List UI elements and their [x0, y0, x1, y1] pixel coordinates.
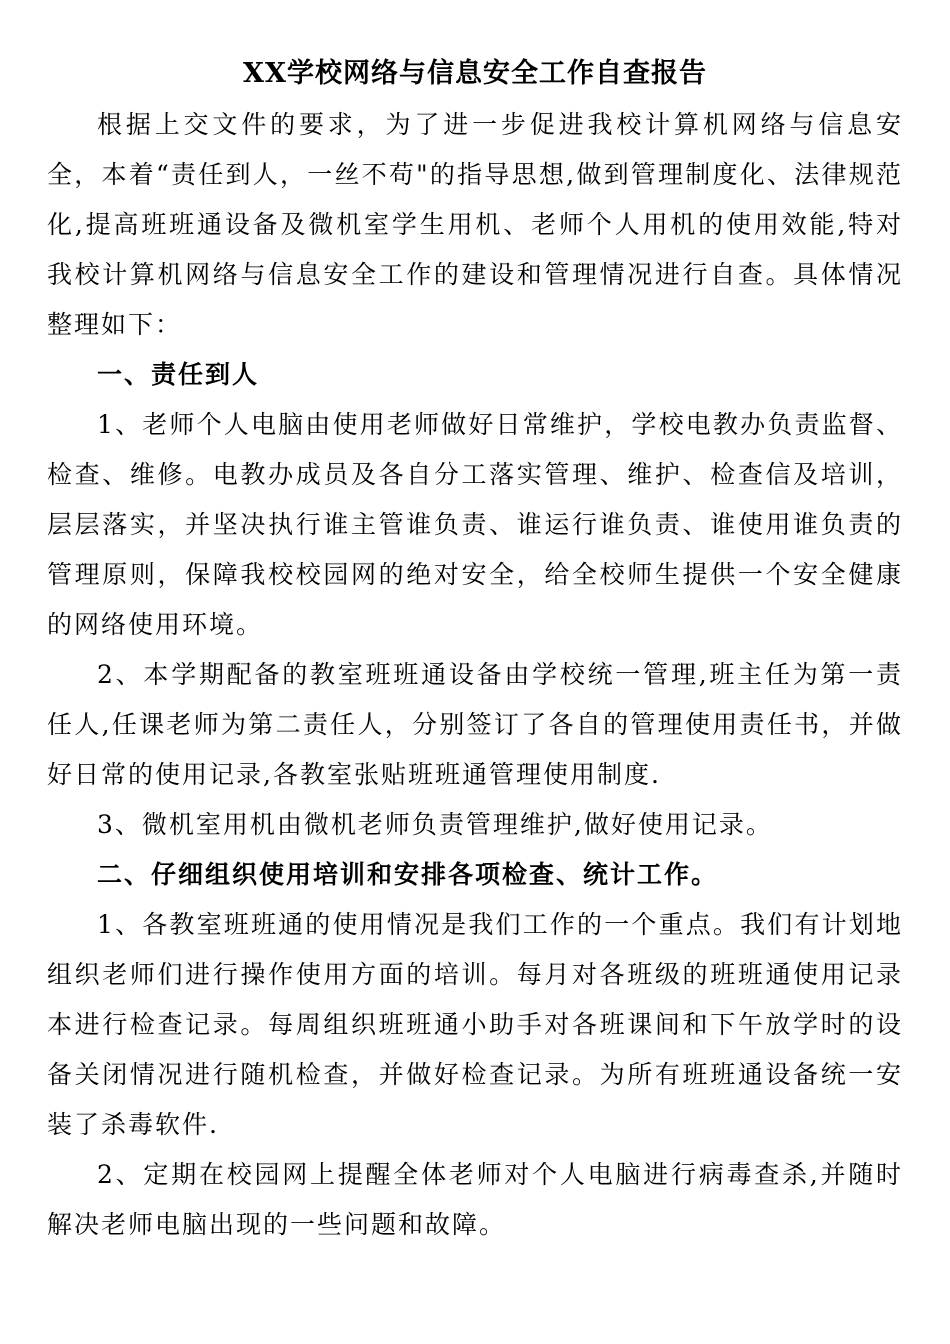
section-heading-2: 二、仔细组织使用培训和安排各项检查、统计工作。 — [97, 860, 719, 889]
paragraph-1-1: 1、老师个人电脑由使用老师做好日常维护，学校电教办负责监督、检查、维修。电教办成员及各自分工落实管理、维护、检查信及培训，层层落实，并坚决执行谁主管谁负责、谁运行谁负责、谁使用谁负责的管理原则，保障我校校园网的绝对安全，给全校师生提供一个安全健康的网络使用环境。 — [47, 410, 903, 639]
paragraph-2-2: 2、定期在校园网上提醒全体老师对个人电脑进行病毒查杀,并随时解决老师电脑出现的一些问题和故障。 — [47, 1160, 903, 1239]
paragraph-1-2: 2、本学期配备的教室班班通设备由学校统一管理,班主任为第一责任人,任课老师为第二责任人，分别签订了各自的管理使用责任书，并做好日常的使用记录,各教室张贴班班通管理使用制度. — [47, 660, 903, 789]
document-page — [47, 52, 903, 1250]
paragraph-2-1: 1、各教室班班通的使用情况是我们工作的一个重点。我们有计划地组织老师们进行操作使用方面的培训。每月对各班级的班班通使用记录本进行检查记录。每周组织班班通小助手对各班课间和下午放学时的设备关闭情况进行随机检查，并做好检查记录。为所有班班通设备统一安装了杀毒软件. — [47, 910, 903, 1139]
document-title: XX学校网络与信息安全工作自查报告 — [243, 58, 707, 89]
paragraph-1-3: 3、微机室用机由微机老师负责管理维护,做好使用记录。 — [97, 810, 773, 839]
section-heading-1: 一、责任到人 — [97, 360, 260, 389]
intro-paragraph: 根据上交文件的要求，为了进一步促进我校计算机网络与信息安全，本着“责任到人，一丝不苟"的指导思想,做到管理制度化、法律规范化,提高班班通设备及微机室学生用机、老师个人用机的使用效能,特对我校计算机网络与信息安全工作的建设和管理情况进行自查。具体情况整理如下： — [47, 110, 903, 339]
